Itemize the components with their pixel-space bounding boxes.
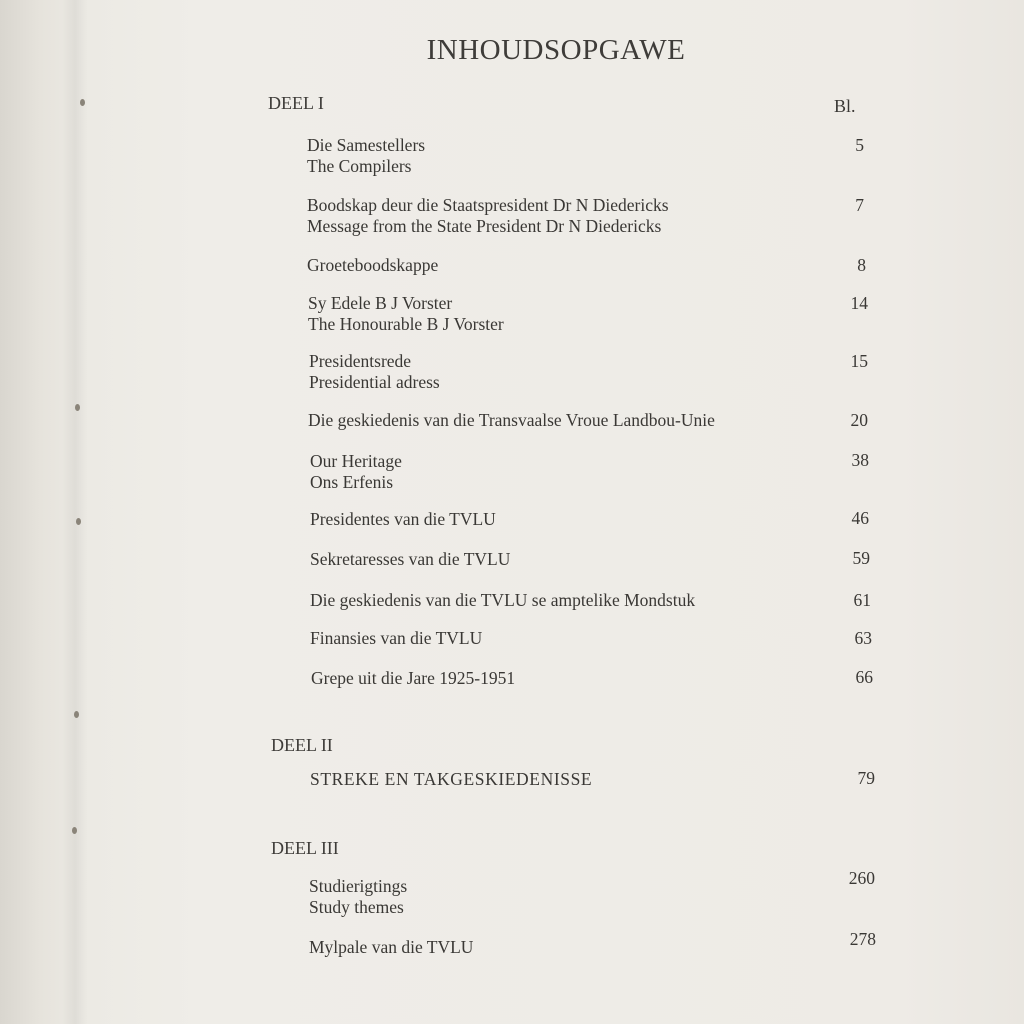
entry-page-number: 20: [850, 410, 868, 430]
binding-stitch: [76, 518, 81, 525]
entry-page-number: 8: [857, 255, 866, 275]
entry-page-number: 7: [855, 195, 864, 215]
toc-entry: [307, 255, 438, 276]
entry-title: Die Samestellers: [307, 135, 426, 155]
toc-entry: [310, 590, 695, 611]
section-heading-deel-3: DEEL III: [271, 838, 339, 858]
entry-title: Groeteboodskappe: [307, 255, 439, 275]
entry-subtitle: Presidential adress: [309, 372, 440, 392]
section-heading-deel-1: DEEL I: [268, 93, 324, 113]
entry-title: Finansies van die TVLU: [310, 628, 483, 648]
entry-title: Die geskiedenis van die Transvaalse Vroue Landbou-Unie: [308, 410, 715, 430]
toc-entry: [310, 549, 510, 570]
binding-stitch: [74, 711, 79, 718]
entry-subtitle: Ons Erfenis: [310, 472, 394, 492]
entry-page-number: 278: [849, 929, 876, 949]
entry-subtitle: Study themes: [309, 897, 404, 917]
binding-stitch: [75, 404, 80, 411]
entry-page-number: 79: [857, 768, 875, 788]
entry-title: Presidentsrede: [309, 351, 412, 371]
entry-title: Mylpale van die TVLU: [309, 937, 474, 957]
toc-entry: [307, 195, 669, 237]
entry-title: STREKE EN TAKGESKIEDENISSE: [310, 769, 593, 789]
entry-page-number: 38: [851, 450, 869, 470]
section-heading-deel-2: DEEL II: [271, 735, 333, 755]
entry-page-number: 260: [848, 868, 875, 888]
toc-entry: [310, 769, 592, 790]
toc-entry: [311, 668, 515, 689]
entry-title: Die geskiedenis van die TVLU se amptelike Mondstuk: [310, 590, 696, 610]
entry-title: Presidentes van die TVLU: [310, 509, 496, 529]
entry-title: Studierigtings: [309, 876, 408, 896]
binding-stitch: [80, 99, 85, 106]
entry-page-number: 61: [853, 590, 871, 610]
page-title: INHOUDSOPGAWE: [426, 34, 686, 66]
page-column-label: Bl.: [834, 96, 856, 116]
entry-title: Sekretaresses van die TVLU: [310, 549, 511, 569]
entry-page-number: 15: [850, 351, 868, 371]
entry-page-number: 63: [854, 628, 872, 648]
toc-entry: [308, 293, 504, 335]
entry-page-number: 66: [855, 667, 873, 687]
toc-entry: [308, 410, 715, 431]
entry-title: Boodskap deur die Staatspresident Dr N Diedericks: [307, 195, 669, 215]
toc-entry: [309, 876, 407, 918]
entry-page-number: 59: [852, 548, 870, 568]
toc-entry: [309, 351, 440, 393]
toc-entry: [310, 509, 496, 530]
toc-entry: [310, 628, 482, 649]
entry-page-number: 46: [851, 508, 869, 528]
entry-title: Our Heritage: [310, 451, 402, 471]
entry-page-number: 14: [850, 293, 868, 313]
entry-subtitle: The Honourable B J Vorster: [308, 314, 504, 334]
toc-entry: [310, 451, 402, 493]
entry-title: Sy Edele B J Vorster: [308, 293, 453, 313]
toc-entry: [307, 135, 425, 177]
toc-entry: [309, 937, 473, 958]
page-gutter: [62, 0, 88, 1024]
entry-title: Grepe uit die Jare 1925-1951: [311, 668, 516, 688]
entry-subtitle: The Compilers: [307, 156, 412, 176]
entry-page-number: 5: [855, 135, 864, 155]
binding-stitch: [72, 827, 77, 834]
entry-subtitle: Message from the State President Dr N Diedericks: [307, 216, 662, 236]
